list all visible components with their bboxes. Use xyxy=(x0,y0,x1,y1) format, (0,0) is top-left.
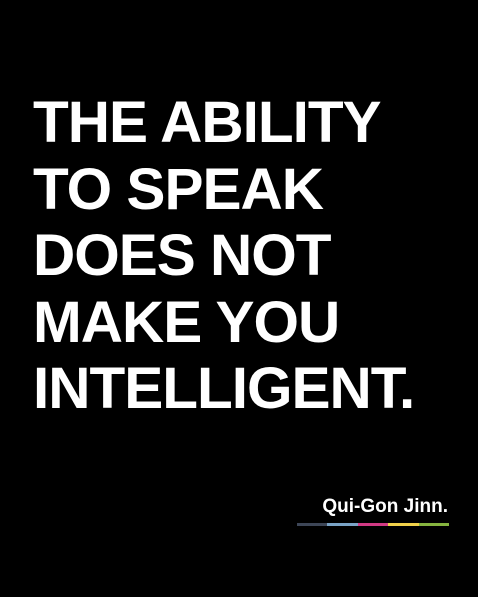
quote-line-5: INTELLIGENT. xyxy=(33,356,415,421)
quote-line-3: DOES NOT xyxy=(33,223,331,288)
quote-line-1: THE ABILITY xyxy=(33,90,381,155)
quote-line-2: TO SPEAK xyxy=(33,156,323,222)
accent-color-stripe xyxy=(297,523,449,526)
quote-attribution: Qui-Gon Jinn. xyxy=(322,496,448,517)
stripe-segment-green xyxy=(419,523,449,526)
quote-text xyxy=(33,90,414,423)
quote-line-4: MAKE YOU xyxy=(33,289,340,355)
stripe-segment-slate xyxy=(297,523,327,526)
stripe-segment-yellow xyxy=(388,523,418,526)
stripe-segment-magenta xyxy=(358,523,388,526)
stripe-segment-blue xyxy=(327,523,357,526)
